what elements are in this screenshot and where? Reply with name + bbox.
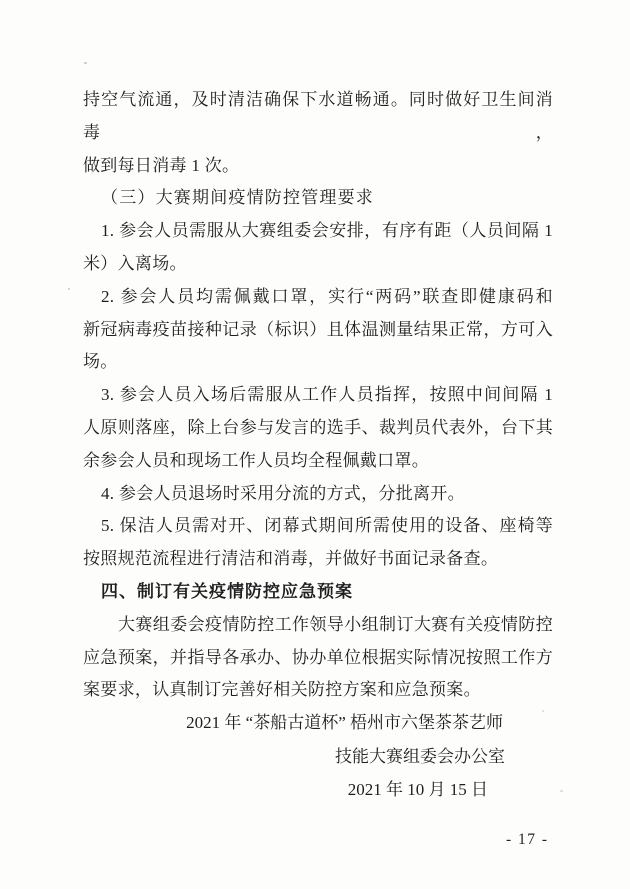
body-line: 做到每日消毒 1 次。 — [83, 155, 240, 175]
scan-speck — [560, 790, 563, 792]
body-line: 场。 — [83, 352, 118, 372]
body-line: 应急预案，并指导各承办、协办单位根据实际情况按照工作方 — [83, 647, 553, 667]
body-line: 按照规范流程进行清洁和消毒，并做好书面记录备查。 — [83, 549, 499, 569]
page-number: - 17 - — [506, 831, 549, 848]
body-line: 案要求，认真制订完善好相关防控方案和应急预案。 — [83, 680, 481, 700]
document-body-text — [83, 84, 553, 707]
body-line: 5. 保洁人员需对开、闭幕式期间所需使用的设备、座椅等 — [101, 516, 553, 536]
body-line: 米）入离场。 — [83, 253, 187, 273]
scan-speck — [84, 62, 87, 64]
body-line: 2. 参会人员均需佩戴口罩，实行“两码”联查即健康码和 — [101, 286, 553, 306]
body-line: 4. 参会人员退场时采用分流的方式，分批离开。 — [101, 483, 465, 503]
body-line: 3. 参会人员入场后需服从工作人员指挥，按照中间间隔 1 — [101, 385, 553, 405]
signature-org-line-2: 技能大赛组委会办公室 — [335, 747, 505, 766]
body-line: 大赛组委会疫情防控工作领导小组制订大赛有关疫情防控 — [118, 614, 553, 634]
signature-org-line-1: 2021 年 “茶船古道杯” 梧州市六堡茶茶艺师 — [186, 713, 503, 732]
section-heading-three: （三）大赛期间疫情防控管理要求 — [101, 188, 374, 208]
signature-date-line: 2021 年 10 月 15 日 — [347, 780, 488, 799]
body-line: 1. 参会人员需服从大赛组委会安排，有序有距（人员间隔 1 — [101, 221, 553, 241]
scan-speck — [68, 288, 70, 290]
body-line: 人原则落座，除上台参与发言的选手、裁判员代表外，台下其 — [83, 417, 553, 437]
body-line: 余参会人员和现场工作人员均全程佩戴口罩。 — [83, 450, 429, 470]
scan-speck — [542, 710, 544, 712]
body-line: 持空气流通，及时清洁确保下水道畅通。同时做好卫生间消毒， — [83, 90, 553, 142]
section-heading-four: 四、制订有关疫情防控应急预案 — [101, 581, 353, 601]
body-line: 新冠病毒疫苗接种记录（标识）且体温测量结果正常，方可入 — [83, 319, 553, 339]
